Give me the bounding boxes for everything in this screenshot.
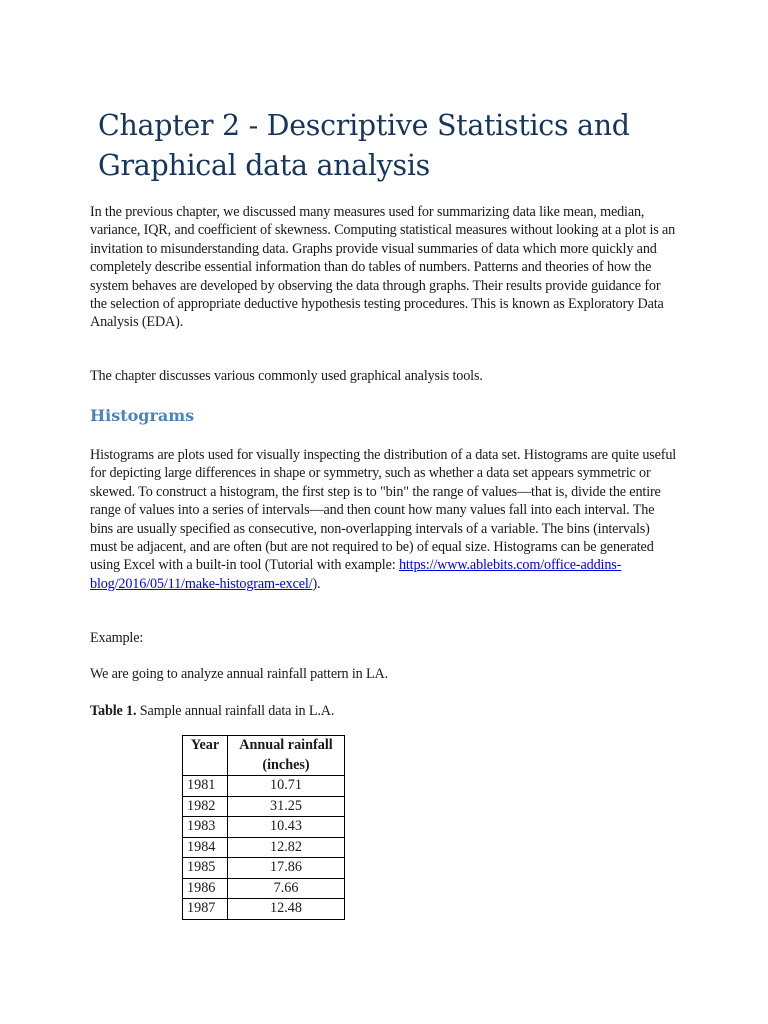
year-cell: 1985 bbox=[183, 858, 228, 879]
intro-paragraph: In the previous chapter, we discussed many measures used for summarizing data like mean, median, variance, IQR, and coefficient of skewness. Computing statistical measures without looking at a plot is an invitation to misunderstanding data. Graphs provide visual summaries of data which more quickly and completely describe essential information than do tables of numbers. Patterns and theories of how the system behaves are developed by observing the data through graphs. Their results provide guidance for the selection of appropriate deductive hypothesis testing procedures. This is known as Exploratory Data Analysis (EDA). bbox=[90, 204, 676, 331]
table-row bbox=[183, 878, 345, 899]
year-cell: 1987 bbox=[183, 899, 228, 920]
table-row bbox=[183, 817, 345, 838]
table-header-row bbox=[183, 736, 345, 776]
histograms-paragraph-end: ). bbox=[312, 575, 321, 592]
table-row bbox=[183, 776, 345, 797]
chapter-discussion-paragraph: The chapter discusses various commonly used graphical analysis tools. bbox=[90, 368, 483, 384]
rainfall-cell: 7.66 bbox=[228, 878, 345, 899]
year-cell: 1982 bbox=[183, 796, 228, 817]
rainfall-cell: 12.48 bbox=[228, 899, 345, 920]
table-row bbox=[183, 837, 345, 858]
header-year: Year bbox=[183, 736, 228, 776]
rainfall-table bbox=[182, 735, 345, 920]
rainfall-cell: 10.43 bbox=[228, 817, 345, 838]
table-row bbox=[183, 796, 345, 817]
example-label: Example: bbox=[90, 630, 144, 646]
year-cell: 1983 bbox=[183, 817, 228, 838]
tutorial-link[interactable]: https://www.ablebits.com/office-addins-blog/2016/05/11/make-histogram-excel/ bbox=[90, 557, 622, 592]
rainfall-cell: 12.82 bbox=[228, 837, 345, 858]
chapter-title: Chapter 2 - Descriptive Statistics and Graphical data analysis bbox=[98, 109, 630, 182]
year-cell: 1984 bbox=[183, 837, 228, 858]
year-cell: 1986 bbox=[183, 878, 228, 899]
histograms-heading: Histograms bbox=[90, 406, 195, 425]
table-row bbox=[183, 899, 345, 920]
rainfall-cell: 31.25 bbox=[228, 796, 345, 817]
header-annual-rainfall: Annual rainfall (inches) bbox=[228, 736, 345, 776]
table-caption-label: Table 1. bbox=[90, 703, 137, 719]
table-caption-text: Sample annual rainfall data in L.A. bbox=[136, 703, 335, 719]
year-cell: 1981 bbox=[183, 776, 228, 797]
histograms-paragraph-text: Histograms are plots used for visually inspecting the distribution of a data set. Histograms are quite useful for depicting large differences in shape or symmetry, such as whether a data set appears symmetric or skewed. To construct a histogram, the first step is to "bin" the range of values—that is, divide the entire range of values into a series of intervals—and then count how many values fall into each interval. The bins are usually specified as consecutive, non-overlapping intervals of a variable. The bins (intervals) must be adjacent, and are often (but are not required to be) of equal size. Histograms can be generated using Excel with a built-in tool (Tutorial with example: bbox=[90, 447, 677, 574]
table-row bbox=[183, 858, 345, 879]
table-caption bbox=[90, 702, 680, 720]
histograms-paragraph bbox=[90, 446, 680, 593]
rainfall-cell: 17.86 bbox=[228, 858, 345, 879]
analyze-paragraph: We are going to analyze annual rainfall pattern in LA. bbox=[90, 666, 389, 682]
rainfall-cell: 10.71 bbox=[228, 776, 345, 797]
